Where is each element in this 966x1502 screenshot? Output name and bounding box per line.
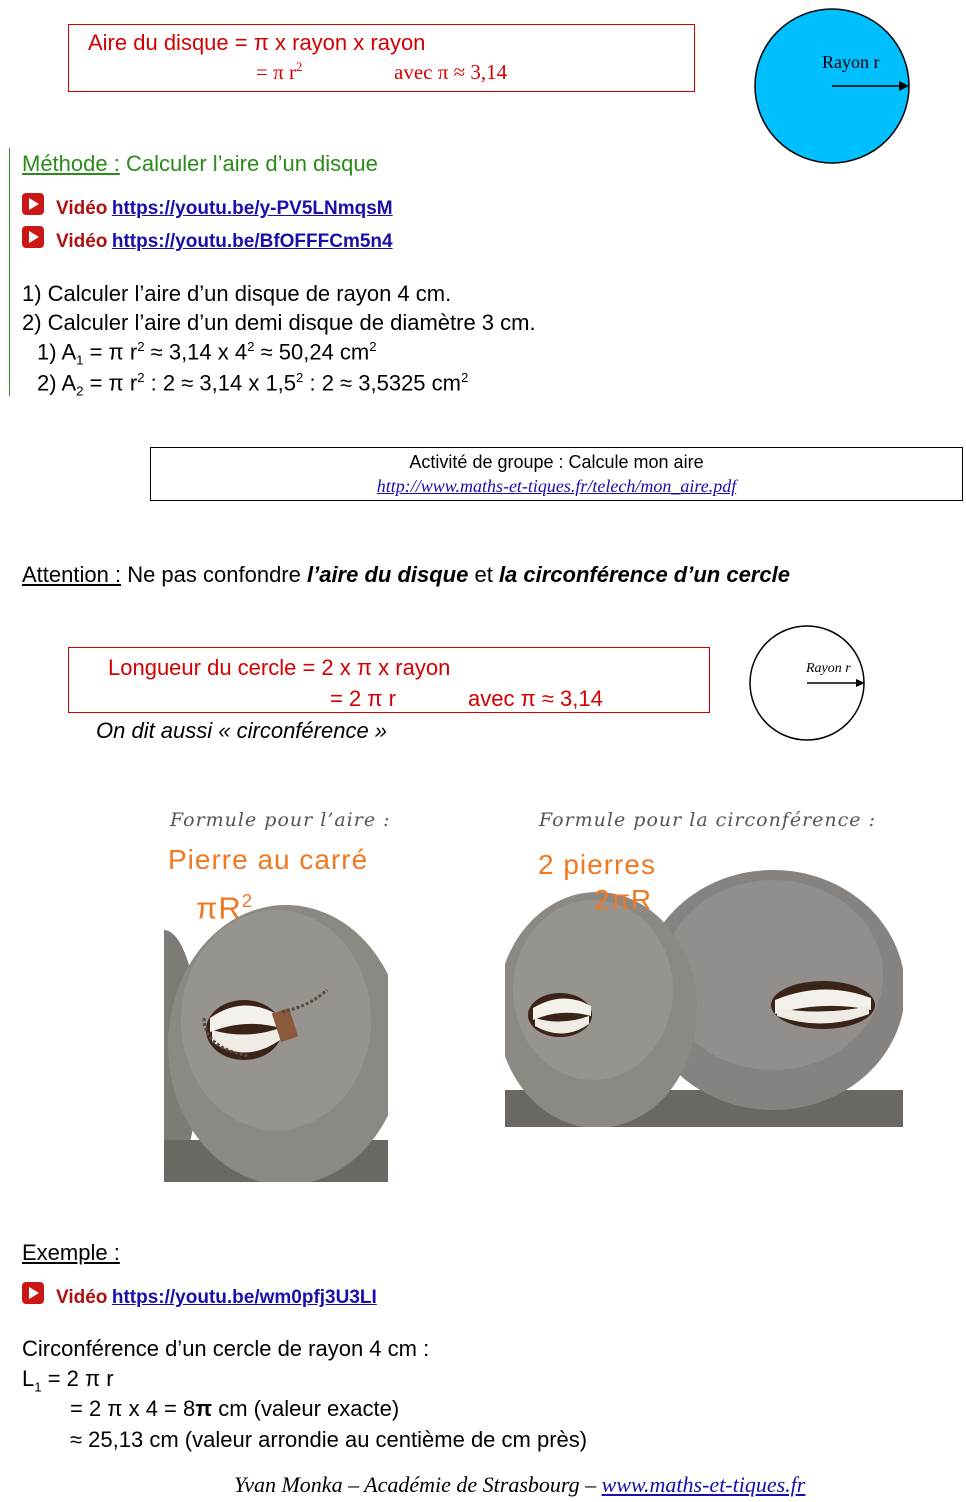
attention-line: Attention : Ne pas confondre l’aire du disque et la circonférence d’un cercle	[22, 562, 790, 587]
video-row-3: Vidéo https://youtu.be/wm0pfj3U3LI	[56, 1287, 377, 1308]
video-link-3[interactable]: https://youtu.be/wm0pfj3U3LI	[111, 1287, 377, 1308]
video-link-1[interactable]: https://youtu.be/y-PV5LNmqsM	[111, 198, 393, 219]
group-activity-link-wrap	[150, 476, 963, 497]
example-heading: Exemple :	[22, 1240, 120, 1265]
circle-figure	[746, 624, 870, 742]
question-1: 1) Calculer l’aire d’un disque de rayon 4 cm.	[22, 281, 452, 306]
group-activity-title: Activité de groupe : Calcule mon aire	[409, 452, 704, 472]
area-formula-line1: Aire du disque = π x rayon x rayon	[88, 30, 426, 55]
circumference-note: On dit aussi « circonférence »	[96, 718, 388, 743]
stone-caption-area: Formule pour l’aire :	[170, 809, 391, 831]
answer-1: 1) $A_1 = \pi$ $r^2 \approx 3,14$ x $4^2 \approx 50,24$ $cm^2$	[37, 339, 377, 368]
video-play-icon[interactable]	[22, 1282, 44, 1304]
stone-caption-circumference: Formule pour la circonférence :	[539, 809, 876, 831]
video-play-icon[interactable]	[22, 193, 44, 215]
group-activity-link[interactable]: http://www.maths-et-tiques.fr/telech/mon_aire.pdf	[376, 476, 737, 496]
example-line-2: $L_1 = 2$ π r	[22, 1366, 114, 1395]
example-line-1: Circonférence d’un cercle de rayon 4 cm :	[22, 1336, 430, 1361]
disk-radius-label: Rayon r	[822, 52, 880, 72]
stone-formula-area: $\pi R^2$	[196, 890, 254, 926]
length-formula-line2: = 2 π r	[330, 686, 396, 711]
area-formula-pi-approx: avec π ≈ 3,14	[394, 60, 508, 84]
length-formula-line1: Longueur du cercle = 2 x π x rayon	[108, 655, 451, 680]
method-heading: Méthode : Calculer l’aire d’un disque	[22, 151, 378, 176]
disk-figure	[750, 6, 915, 166]
video-row-1: Vidéo https://youtu.be/y-PV5LNmqsM	[56, 198, 393, 219]
question-2: 2) Calculer l’aire d’un demi disque de diamètre 3 cm.	[22, 310, 536, 335]
example-line-3: = 2 π x 4 = 8π cm (valeur exacte)	[70, 1396, 400, 1421]
length-formula-pi-approx: avec π ≈ 3,14	[468, 686, 603, 711]
footer: Yvan Monka – Académie de Strasbourg – www.maths-et-tiques.fr	[234, 1472, 806, 1497]
example-line-4: ≈ 25,13 cm (valeur arrondie au centième de cm près)	[70, 1427, 588, 1452]
circle-radius-label: Rayon r	[806, 661, 851, 676]
method-margin-bar	[9, 148, 10, 396]
answer-2: 2) $A_2 = \pi$ $r^2$ : 2 ≈ 3,14 x $1,5^2$ : 2 ≈ 3,5325 $cm^2$	[37, 370, 469, 399]
stone-title-area: Pierre au carré	[168, 844, 369, 875]
area-formula-line2: = π $r^2$	[256, 60, 303, 84]
stone-title-circumference: 2 pierres	[538, 849, 656, 880]
video-play-icon[interactable]	[22, 226, 44, 248]
video-row-2: Vidéo https://youtu.be/BfOFFFCm5n4	[56, 231, 393, 252]
stone-formula-circumference: 2πR	[594, 884, 653, 915]
stone-image-circumference	[505, 840, 903, 1127]
footer-link[interactable]: www.maths-et-tiques.fr	[601, 1472, 806, 1497]
video-link-2[interactable]: https://youtu.be/BfOFFFCm5n4	[111, 231, 393, 252]
